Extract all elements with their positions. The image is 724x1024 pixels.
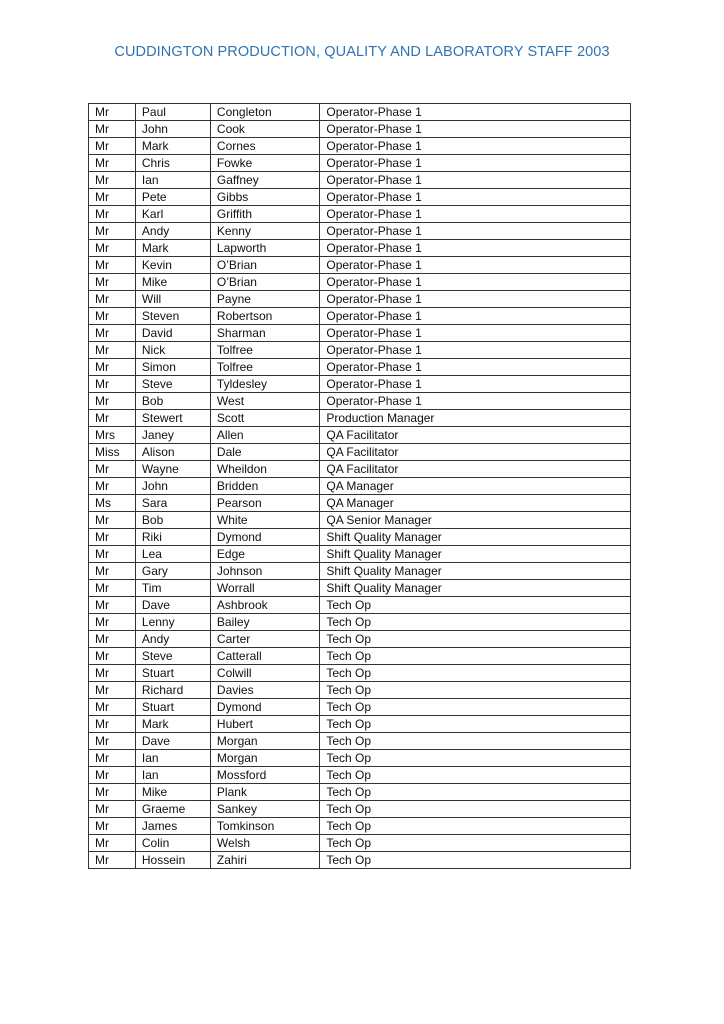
first-name-cell: Richard	[135, 682, 210, 699]
title-cell: Mr	[89, 733, 136, 750]
last-name-cell: Carter	[210, 631, 319, 648]
last-name-cell: O’Brian	[210, 257, 319, 274]
last-name-cell: Worrall	[210, 580, 319, 597]
role-cell: QA Senior Manager	[320, 512, 631, 529]
role-cell: Operator-Phase 1	[320, 308, 631, 325]
role-cell: Tech Op	[320, 767, 631, 784]
role-cell: Operator-Phase 1	[320, 206, 631, 223]
last-name-cell: Congleton	[210, 104, 319, 121]
first-name-cell: Hossein	[135, 852, 210, 869]
title-cell: Mr	[89, 682, 136, 699]
table-row	[89, 138, 631, 155]
title-cell: Mr	[89, 189, 136, 206]
table-row	[89, 767, 631, 784]
table-row	[89, 852, 631, 869]
title-cell: Mr	[89, 274, 136, 291]
role-cell: Operator-Phase 1	[320, 393, 631, 410]
last-name-cell: Kenny	[210, 223, 319, 240]
role-cell: Operator-Phase 1	[320, 325, 631, 342]
role-cell: Tech Op	[320, 852, 631, 869]
table-row	[89, 206, 631, 223]
role-cell: Operator-Phase 1	[320, 104, 631, 121]
first-name-cell: Steve	[135, 648, 210, 665]
last-name-cell: Plank	[210, 784, 319, 801]
table-row	[89, 325, 631, 342]
first-name-cell: Wayne	[135, 461, 210, 478]
title-cell: Mrs	[89, 427, 136, 444]
first-name-cell: Stuart	[135, 665, 210, 682]
last-name-cell: Dale	[210, 444, 319, 461]
table-row	[89, 291, 631, 308]
role-cell: Shift Quality Manager	[320, 563, 631, 580]
title-cell: Mr	[89, 801, 136, 818]
staff-table	[88, 103, 631, 869]
first-name-cell: Will	[135, 291, 210, 308]
title-cell: Mr	[89, 750, 136, 767]
last-name-cell: Johnson	[210, 563, 319, 580]
title-cell: Mr	[89, 546, 136, 563]
last-name-cell: Morgan	[210, 733, 319, 750]
title-cell: Mr	[89, 257, 136, 274]
first-name-cell: Stuart	[135, 699, 210, 716]
title-cell: Mr	[89, 240, 136, 257]
title-cell: Mr	[89, 580, 136, 597]
first-name-cell: Mike	[135, 274, 210, 291]
last-name-cell: Gibbs	[210, 189, 319, 206]
first-name-cell: Gary	[135, 563, 210, 580]
first-name-cell: James	[135, 818, 210, 835]
title-cell: Mr	[89, 835, 136, 852]
first-name-cell: Dave	[135, 597, 210, 614]
role-cell: Operator-Phase 1	[320, 240, 631, 257]
first-name-cell: Janey	[135, 427, 210, 444]
last-name-cell: Cook	[210, 121, 319, 138]
last-name-cell: Davies	[210, 682, 319, 699]
last-name-cell: Griffith	[210, 206, 319, 223]
title-cell: Mr	[89, 563, 136, 580]
title-cell: Mr	[89, 393, 136, 410]
role-cell: QA Manager	[320, 495, 631, 512]
first-name-cell: John	[135, 478, 210, 495]
last-name-cell: Hubert	[210, 716, 319, 733]
last-name-cell: Ashbrook	[210, 597, 319, 614]
last-name-cell: Dymond	[210, 699, 319, 716]
role-cell: Tech Op	[320, 835, 631, 852]
table-row	[89, 478, 631, 495]
title-cell: Mr	[89, 699, 136, 716]
last-name-cell: Payne	[210, 291, 319, 308]
table-row	[89, 801, 631, 818]
role-cell: Operator-Phase 1	[320, 257, 631, 274]
first-name-cell: Graeme	[135, 801, 210, 818]
table-row	[89, 546, 631, 563]
last-name-cell: Robertson	[210, 308, 319, 325]
title-cell: Mr	[89, 359, 136, 376]
table-row	[89, 529, 631, 546]
table-row	[89, 580, 631, 597]
role-cell: Operator-Phase 1	[320, 189, 631, 206]
title-cell: Mr	[89, 121, 136, 138]
last-name-cell: Fowke	[210, 155, 319, 172]
role-cell: Tech Op	[320, 665, 631, 682]
table-row	[89, 563, 631, 580]
table-row	[89, 189, 631, 206]
table-row	[89, 665, 631, 682]
first-name-cell: Mark	[135, 716, 210, 733]
title-cell: Mr	[89, 478, 136, 495]
table-row	[89, 461, 631, 478]
title-cell: Mr	[89, 138, 136, 155]
role-cell: Tech Op	[320, 733, 631, 750]
title-cell: Mr	[89, 716, 136, 733]
table-row	[89, 682, 631, 699]
first-name-cell: Nick	[135, 342, 210, 359]
role-cell: Tech Op	[320, 699, 631, 716]
title-cell: Mr	[89, 784, 136, 801]
last-name-cell: Sankey	[210, 801, 319, 818]
first-name-cell: Sara	[135, 495, 210, 512]
table-row	[89, 359, 631, 376]
table-row	[89, 631, 631, 648]
table-row	[89, 240, 631, 257]
table-row	[89, 427, 631, 444]
first-name-cell: Steven	[135, 308, 210, 325]
first-name-cell: Mike	[135, 784, 210, 801]
table-row	[89, 223, 631, 240]
title-cell: Mr	[89, 325, 136, 342]
role-cell: Shift Quality Manager	[320, 529, 631, 546]
table-row	[89, 155, 631, 172]
last-name-cell: Sharman	[210, 325, 319, 342]
role-cell: Operator-Phase 1	[320, 223, 631, 240]
table-row	[89, 818, 631, 835]
table-row	[89, 648, 631, 665]
last-name-cell: Mossford	[210, 767, 319, 784]
last-name-cell: Colwill	[210, 665, 319, 682]
title-cell: Mr	[89, 512, 136, 529]
first-name-cell: Dave	[135, 733, 210, 750]
role-cell: Tech Op	[320, 631, 631, 648]
role-cell: Tech Op	[320, 818, 631, 835]
first-name-cell: Lenny	[135, 614, 210, 631]
table-row	[89, 104, 631, 121]
first-name-cell: Andy	[135, 223, 210, 240]
role-cell: QA Facilitator	[320, 427, 631, 444]
last-name-cell: West	[210, 393, 319, 410]
last-name-cell: Cornes	[210, 138, 319, 155]
first-name-cell: Mark	[135, 240, 210, 257]
role-cell: Operator-Phase 1	[320, 376, 631, 393]
role-cell: Operator-Phase 1	[320, 274, 631, 291]
last-name-cell: Lapworth	[210, 240, 319, 257]
last-name-cell: Tolfree	[210, 342, 319, 359]
role-cell: Tech Op	[320, 682, 631, 699]
table-row	[89, 699, 631, 716]
role-cell: Tech Op	[320, 801, 631, 818]
title-cell: Mr	[89, 597, 136, 614]
title-cell: Mr	[89, 342, 136, 359]
table-row	[89, 342, 631, 359]
role-cell: Operator-Phase 1	[320, 291, 631, 308]
role-cell: Tech Op	[320, 750, 631, 767]
table-row	[89, 172, 631, 189]
title-cell: Mr	[89, 614, 136, 631]
role-cell: Production Manager	[320, 410, 631, 427]
first-name-cell: Steve	[135, 376, 210, 393]
first-name-cell: Tim	[135, 580, 210, 597]
title-cell: Mr	[89, 104, 136, 121]
table-row	[89, 750, 631, 767]
last-name-cell: White	[210, 512, 319, 529]
last-name-cell: Morgan	[210, 750, 319, 767]
role-cell: Tech Op	[320, 648, 631, 665]
first-name-cell: Ian	[135, 172, 210, 189]
last-name-cell: Tyldesley	[210, 376, 319, 393]
title-cell: Mr	[89, 631, 136, 648]
first-name-cell: Bob	[135, 393, 210, 410]
table-row	[89, 733, 631, 750]
first-name-cell: John	[135, 121, 210, 138]
last-name-cell: Tomkinson	[210, 818, 319, 835]
title-cell: Mr	[89, 376, 136, 393]
first-name-cell: Karl	[135, 206, 210, 223]
role-cell: Operator-Phase 1	[320, 359, 631, 376]
role-cell: Tech Op	[320, 614, 631, 631]
first-name-cell: Mark	[135, 138, 210, 155]
title-cell: Mr	[89, 461, 136, 478]
title-cell: Mr	[89, 818, 136, 835]
role-cell: QA Manager	[320, 478, 631, 495]
last-name-cell: Tolfree	[210, 359, 319, 376]
first-name-cell: Lea	[135, 546, 210, 563]
title-cell: Mr	[89, 665, 136, 682]
role-cell: Tech Op	[320, 784, 631, 801]
table-row	[89, 376, 631, 393]
last-name-cell: Gaffney	[210, 172, 319, 189]
role-cell: Operator-Phase 1	[320, 138, 631, 155]
first-name-cell: Pete	[135, 189, 210, 206]
title-cell: Mr	[89, 172, 136, 189]
table-row	[89, 597, 631, 614]
role-cell: Tech Op	[320, 716, 631, 733]
page-title: CUDDINGTON PRODUCTION, QUALITY AND LABORATORY STAFF 2003	[114, 44, 610, 60]
title-cell: Ms	[89, 495, 136, 512]
last-name-cell: Allen	[210, 427, 319, 444]
table-row	[89, 835, 631, 852]
first-name-cell: Alison	[135, 444, 210, 461]
first-name-cell: Colin	[135, 835, 210, 852]
first-name-cell: Stewert	[135, 410, 210, 427]
last-name-cell: O’Brian	[210, 274, 319, 291]
last-name-cell: Wheildon	[210, 461, 319, 478]
table-row	[89, 495, 631, 512]
role-cell: Operator-Phase 1	[320, 172, 631, 189]
title-cell: Mr	[89, 291, 136, 308]
role-cell: Shift Quality Manager	[320, 580, 631, 597]
title-cell: Mr	[89, 852, 136, 869]
title-cell: Mr	[89, 648, 136, 665]
last-name-cell: Bailey	[210, 614, 319, 631]
table-row	[89, 614, 631, 631]
role-cell: QA Facilitator	[320, 444, 631, 461]
first-name-cell: David	[135, 325, 210, 342]
last-name-cell: Catterall	[210, 648, 319, 665]
first-name-cell: Ian	[135, 767, 210, 784]
table-row	[89, 784, 631, 801]
table-row	[89, 512, 631, 529]
title-cell: Miss	[89, 444, 136, 461]
last-name-cell: Edge	[210, 546, 319, 563]
title-cell: Mr	[89, 206, 136, 223]
table-row	[89, 716, 631, 733]
last-name-cell: Bridden	[210, 478, 319, 495]
table-row	[89, 274, 631, 291]
title-cell: Mr	[89, 155, 136, 172]
first-name-cell: Paul	[135, 104, 210, 121]
title-cell: Mr	[89, 529, 136, 546]
table-row	[89, 410, 631, 427]
last-name-cell: Zahiri	[210, 852, 319, 869]
role-cell: Operator-Phase 1	[320, 155, 631, 172]
first-name-cell: Simon	[135, 359, 210, 376]
table-row	[89, 121, 631, 138]
first-name-cell: Bob	[135, 512, 210, 529]
staff-table-body	[89, 104, 631, 869]
title-cell: Mr	[89, 767, 136, 784]
first-name-cell: Riki	[135, 529, 210, 546]
last-name-cell: Welsh	[210, 835, 319, 852]
table-row	[89, 393, 631, 410]
title-cell: Mr	[89, 223, 136, 240]
first-name-cell: Chris	[135, 155, 210, 172]
first-name-cell: Kevin	[135, 257, 210, 274]
first-name-cell: Andy	[135, 631, 210, 648]
title-cell: Mr	[89, 410, 136, 427]
last-name-cell: Scott	[210, 410, 319, 427]
last-name-cell: Pearson	[210, 495, 319, 512]
table-row	[89, 257, 631, 274]
first-name-cell: Ian	[135, 750, 210, 767]
role-cell: Operator-Phase 1	[320, 342, 631, 359]
last-name-cell: Dymond	[210, 529, 319, 546]
role-cell: Operator-Phase 1	[320, 121, 631, 138]
role-cell: QA Facilitator	[320, 461, 631, 478]
title-cell: Mr	[89, 308, 136, 325]
role-cell: Tech Op	[320, 597, 631, 614]
table-row	[89, 308, 631, 325]
table-row	[89, 444, 631, 461]
role-cell: Shift Quality Manager	[320, 546, 631, 563]
